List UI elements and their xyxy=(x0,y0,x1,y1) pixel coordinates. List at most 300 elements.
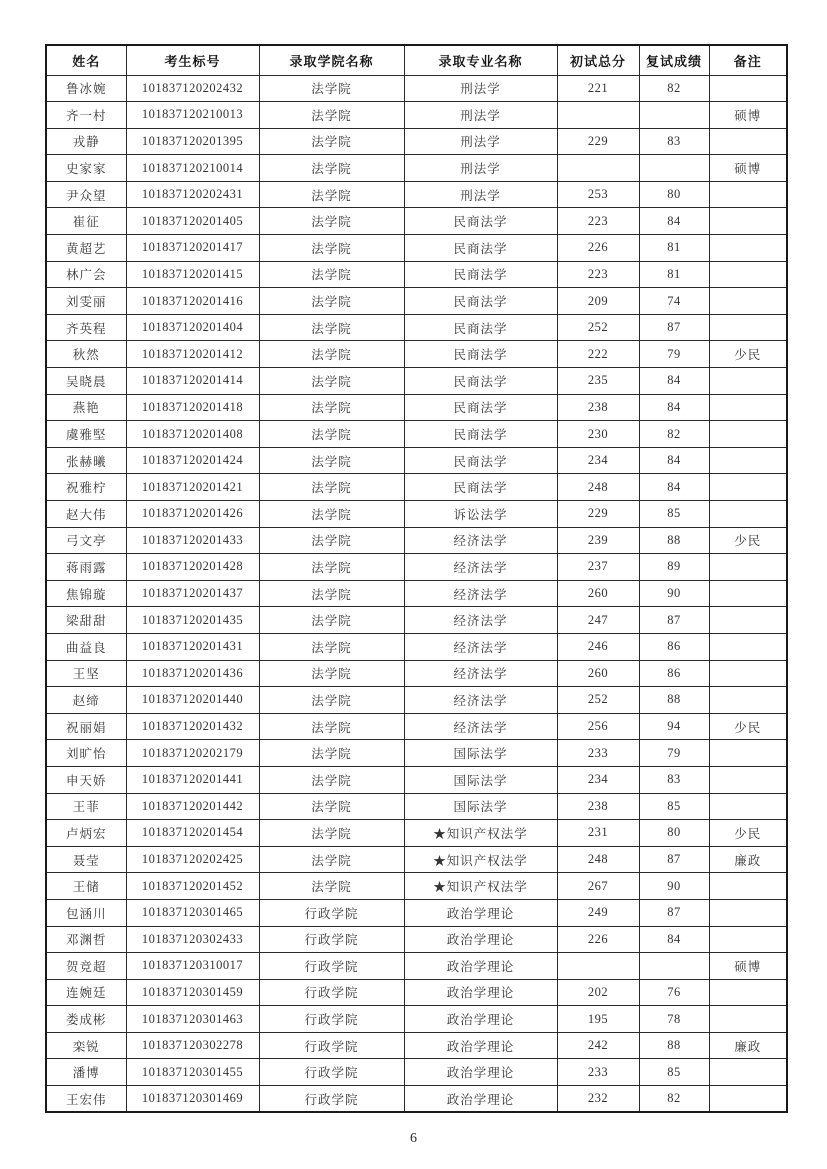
cell-name: 吴晓晨 xyxy=(46,368,126,395)
cell-name: 邓渊哲 xyxy=(46,926,126,953)
table-row xyxy=(46,687,787,714)
cell-major: 政治学理论 xyxy=(404,953,557,980)
cell-name: 史家家 xyxy=(46,155,126,182)
cell-retest-score: 88 xyxy=(639,687,709,714)
cell-major: 民商法学 xyxy=(404,341,557,368)
cell-retest-score: 86 xyxy=(639,633,709,660)
cell-initial-score: 232 xyxy=(557,1086,639,1113)
cell-college: 法学院 xyxy=(259,155,404,182)
cell-college: 法学院 xyxy=(259,474,404,501)
cell-initial-score: 247 xyxy=(557,607,639,634)
cell-major: 经济法学 xyxy=(404,580,557,607)
cell-initial-score: 233 xyxy=(557,1059,639,1086)
table-row xyxy=(46,501,787,528)
cell-initial-score: 238 xyxy=(557,793,639,820)
table-row xyxy=(46,447,787,474)
cell-candidate-id: 101837120301463 xyxy=(126,1006,259,1033)
cell-name: 鲁冰婉 xyxy=(46,75,126,102)
table-row xyxy=(46,1086,787,1113)
cell-retest-score: 85 xyxy=(639,501,709,528)
cell-major: 经济法学 xyxy=(404,554,557,581)
cell-name: 王菲 xyxy=(46,793,126,820)
table-row xyxy=(46,474,787,501)
cell-candidate-id: 101837120201440 xyxy=(126,687,259,714)
cell-retest-score: 87 xyxy=(639,846,709,873)
cell-retest-score: 86 xyxy=(639,660,709,687)
cell-college: 法学院 xyxy=(259,261,404,288)
cell-candidate-id: 101837120301469 xyxy=(126,1086,259,1113)
cell-remark: 硕博 xyxy=(709,953,787,980)
cell-name: 潘博 xyxy=(46,1059,126,1086)
cell-college: 法学院 xyxy=(259,181,404,208)
cell-candidate-id: 101837120202425 xyxy=(126,846,259,873)
cell-candidate-id: 101837120201408 xyxy=(126,421,259,448)
table-row xyxy=(46,394,787,421)
cell-remark xyxy=(709,1086,787,1113)
cell-candidate-id: 101837120201421 xyxy=(126,474,259,501)
cell-college: 法学院 xyxy=(259,687,404,714)
cell-candidate-id: 101837120201437 xyxy=(126,580,259,607)
cell-major: 政治学理论 xyxy=(404,1032,557,1059)
cell-remark xyxy=(709,687,787,714)
cell-name: 王储 xyxy=(46,873,126,900)
cell-retest-score: 87 xyxy=(639,607,709,634)
cell-retest-score xyxy=(639,953,709,980)
cell-name: 赵缔 xyxy=(46,687,126,714)
cell-initial-score xyxy=(557,155,639,182)
cell-major: 经济法学 xyxy=(404,660,557,687)
cell-name: 梁甜甜 xyxy=(46,607,126,634)
table-row xyxy=(46,953,787,980)
cell-initial-score xyxy=(557,953,639,980)
cell-major: 经济法学 xyxy=(404,527,557,554)
cell-retest-score: 84 xyxy=(639,447,709,474)
cell-remark xyxy=(709,447,787,474)
cell-remark xyxy=(709,474,787,501)
cell-major: 民商法学 xyxy=(404,421,557,448)
cell-retest-score: 87 xyxy=(639,899,709,926)
table-row xyxy=(46,899,787,926)
cell-college: 行政学院 xyxy=(259,953,404,980)
cell-name: 虞雅堅 xyxy=(46,421,126,448)
cell-candidate-id: 101837120210014 xyxy=(126,155,259,182)
cell-candidate-id: 101837120201404 xyxy=(126,314,259,341)
cell-college: 法学院 xyxy=(259,128,404,155)
header-name: 姓名 xyxy=(46,45,126,75)
cell-initial-score: 223 xyxy=(557,261,639,288)
cell-remark xyxy=(709,633,787,660)
cell-candidate-id: 101837120310017 xyxy=(126,953,259,980)
cell-name: 戎静 xyxy=(46,128,126,155)
cell-candidate-id: 101837120201452 xyxy=(126,873,259,900)
cell-college: 行政学院 xyxy=(259,1059,404,1086)
table-row xyxy=(46,341,787,368)
cell-name: 蒋雨露 xyxy=(46,554,126,581)
cell-major: 政治学理论 xyxy=(404,1086,557,1113)
cell-retest-score: 90 xyxy=(639,580,709,607)
cell-major: 民商法学 xyxy=(404,314,557,341)
cell-college: 法学院 xyxy=(259,554,404,581)
cell-name: 弓文亭 xyxy=(46,527,126,554)
cell-candidate-id: 101837120201435 xyxy=(126,607,259,634)
cell-major: 刑法学 xyxy=(404,181,557,208)
cell-name: 王宏伟 xyxy=(46,1086,126,1113)
cell-major: 刑法学 xyxy=(404,102,557,129)
cell-initial-score: 229 xyxy=(557,501,639,528)
cell-initial-score: 229 xyxy=(557,128,639,155)
cell-initial-score: 256 xyxy=(557,713,639,740)
cell-initial-score: 195 xyxy=(557,1006,639,1033)
cell-college: 法学院 xyxy=(259,314,404,341)
header-retest-score: 复试成绩 xyxy=(639,45,709,75)
cell-retest-score: 79 xyxy=(639,341,709,368)
cell-name: 齐一村 xyxy=(46,102,126,129)
cell-major: 经济法学 xyxy=(404,687,557,714)
table-row xyxy=(46,580,787,607)
cell-initial-score: 226 xyxy=(557,235,639,262)
table-row xyxy=(46,208,787,235)
cell-major: 经济法学 xyxy=(404,713,557,740)
cell-major: 政治学理论 xyxy=(404,899,557,926)
table-row xyxy=(46,155,787,182)
cell-name: 包涵川 xyxy=(46,899,126,926)
cell-candidate-id: 101837120201416 xyxy=(126,288,259,315)
cell-candidate-id: 101837120201454 xyxy=(126,820,259,847)
cell-college: 法学院 xyxy=(259,580,404,607)
cell-major: 诉讼法学 xyxy=(404,501,557,528)
cell-major: 刑法学 xyxy=(404,75,557,102)
cell-college: 行政学院 xyxy=(259,899,404,926)
cell-college: 行政学院 xyxy=(259,1086,404,1113)
cell-candidate-id: 101837120201414 xyxy=(126,368,259,395)
cell-retest-score: 82 xyxy=(639,421,709,448)
cell-college: 法学院 xyxy=(259,501,404,528)
cell-remark: 少民 xyxy=(709,820,787,847)
cell-candidate-id: 101837120201442 xyxy=(126,793,259,820)
cell-name: 刘雯丽 xyxy=(46,288,126,315)
table-row xyxy=(46,873,787,900)
cell-remark: 少民 xyxy=(709,527,787,554)
table-row xyxy=(46,128,787,155)
cell-major: 国际法学 xyxy=(404,766,557,793)
cell-college: 法学院 xyxy=(259,288,404,315)
cell-candidate-id: 101837120201436 xyxy=(126,660,259,687)
cell-retest-score: 94 xyxy=(639,713,709,740)
cell-remark xyxy=(709,926,787,953)
cell-remark xyxy=(709,261,787,288)
table-row xyxy=(46,1032,787,1059)
cell-college: 行政学院 xyxy=(259,926,404,953)
cell-name: 祝丽娟 xyxy=(46,713,126,740)
header-college: 录取学院名称 xyxy=(259,45,404,75)
cell-initial-score: 246 xyxy=(557,633,639,660)
cell-retest-score: 84 xyxy=(639,394,709,421)
cell-retest-score: 78 xyxy=(639,1006,709,1033)
table-header-row xyxy=(46,45,787,75)
cell-initial-score xyxy=(557,102,639,129)
cell-remark: 少民 xyxy=(709,713,787,740)
cell-remark: 廉政 xyxy=(709,846,787,873)
cell-retest-score: 80 xyxy=(639,181,709,208)
header-major: 录取专业名称 xyxy=(404,45,557,75)
cell-retest-score xyxy=(639,155,709,182)
cell-initial-score: 226 xyxy=(557,926,639,953)
cell-name: 刘旷怡 xyxy=(46,740,126,767)
cell-major: 民商法学 xyxy=(404,447,557,474)
cell-major: 民商法学 xyxy=(404,261,557,288)
cell-candidate-id: 101837120302278 xyxy=(126,1032,259,1059)
table-row xyxy=(46,181,787,208)
cell-initial-score: 222 xyxy=(557,341,639,368)
cell-name: 贺竞超 xyxy=(46,953,126,980)
cell-candidate-id: 101837120201405 xyxy=(126,208,259,235)
admission-results-table xyxy=(45,44,788,1113)
table-row xyxy=(46,368,787,395)
cell-college: 行政学院 xyxy=(259,1006,404,1033)
cell-college: 法学院 xyxy=(259,208,404,235)
cell-college: 行政学院 xyxy=(259,979,404,1006)
header-initial-score: 初试总分 xyxy=(557,45,639,75)
cell-name: 申天娇 xyxy=(46,766,126,793)
cell-candidate-id: 101837120201428 xyxy=(126,554,259,581)
cell-name: 齐英程 xyxy=(46,314,126,341)
table-row xyxy=(46,660,787,687)
cell-remark xyxy=(709,554,787,581)
cell-name: 赵大伟 xyxy=(46,501,126,528)
cell-name: 聂莹 xyxy=(46,846,126,873)
table-row xyxy=(46,314,787,341)
cell-initial-score: 209 xyxy=(557,288,639,315)
cell-candidate-id: 101837120201432 xyxy=(126,713,259,740)
cell-initial-score: 252 xyxy=(557,314,639,341)
cell-name: 秋然 xyxy=(46,341,126,368)
cell-major: 经济法学 xyxy=(404,607,557,634)
cell-remark: 廉政 xyxy=(709,1032,787,1059)
cell-major: 政治学理论 xyxy=(404,1059,557,1086)
cell-name: 黄超艺 xyxy=(46,235,126,262)
cell-initial-score: 267 xyxy=(557,873,639,900)
cell-major: ★知识产权法学 xyxy=(404,820,557,847)
cell-initial-score: 202 xyxy=(557,979,639,1006)
table-row xyxy=(46,713,787,740)
cell-candidate-id: 101837120201415 xyxy=(126,261,259,288)
cell-remark xyxy=(709,873,787,900)
cell-remark xyxy=(709,766,787,793)
cell-initial-score: 221 xyxy=(557,75,639,102)
cell-name: 连婉廷 xyxy=(46,979,126,1006)
cell-candidate-id: 101837120301465 xyxy=(126,899,259,926)
cell-college: 法学院 xyxy=(259,766,404,793)
cell-retest-score: 82 xyxy=(639,1086,709,1113)
cell-remark xyxy=(709,793,787,820)
cell-remark xyxy=(709,607,787,634)
cell-name: 尹众望 xyxy=(46,181,126,208)
cell-college: 法学院 xyxy=(259,633,404,660)
cell-remark xyxy=(709,501,787,528)
cell-initial-score: 260 xyxy=(557,580,639,607)
cell-initial-score: 234 xyxy=(557,447,639,474)
cell-major: 刑法学 xyxy=(404,128,557,155)
cell-retest-score: 84 xyxy=(639,368,709,395)
cell-candidate-id: 101837120202431 xyxy=(126,181,259,208)
cell-college: 法学院 xyxy=(259,394,404,421)
cell-retest-score: 81 xyxy=(639,235,709,262)
table-row xyxy=(46,979,787,1006)
cell-retest-score: 89 xyxy=(639,554,709,581)
cell-candidate-id: 101837120201417 xyxy=(126,235,259,262)
table-row xyxy=(46,1006,787,1033)
page-number: 6 xyxy=(410,1131,417,1146)
cell-initial-score: 248 xyxy=(557,846,639,873)
cell-remark xyxy=(709,1059,787,1086)
cell-name: 燕艳 xyxy=(46,394,126,421)
table-row xyxy=(46,793,787,820)
cell-retest-score: 84 xyxy=(639,474,709,501)
cell-initial-score: 235 xyxy=(557,368,639,395)
cell-retest-score: 85 xyxy=(639,1059,709,1086)
table-row xyxy=(46,235,787,262)
cell-college: 法学院 xyxy=(259,368,404,395)
cell-college: 法学院 xyxy=(259,793,404,820)
cell-initial-score: 252 xyxy=(557,687,639,714)
cell-college: 法学院 xyxy=(259,421,404,448)
table-row xyxy=(46,288,787,315)
cell-candidate-id: 101837120302433 xyxy=(126,926,259,953)
cell-remark xyxy=(709,235,787,262)
cell-college: 法学院 xyxy=(259,235,404,262)
cell-major: 民商法学 xyxy=(404,235,557,262)
cell-candidate-id: 101837120201433 xyxy=(126,527,259,554)
cell-candidate-id: 101837120201424 xyxy=(126,447,259,474)
header-candidate-id: 考生标号 xyxy=(126,45,259,75)
cell-initial-score: 223 xyxy=(557,208,639,235)
table-row xyxy=(46,766,787,793)
cell-major: 刑法学 xyxy=(404,155,557,182)
cell-initial-score: 237 xyxy=(557,554,639,581)
cell-remark xyxy=(709,208,787,235)
cell-retest-score: 83 xyxy=(639,128,709,155)
cell-major: 政治学理论 xyxy=(404,979,557,1006)
table-row xyxy=(46,102,787,129)
cell-major: 民商法学 xyxy=(404,474,557,501)
cell-major: 政治学理论 xyxy=(404,926,557,953)
table-row xyxy=(46,633,787,660)
table-header xyxy=(46,45,787,75)
cell-major: 民商法学 xyxy=(404,368,557,395)
table-row xyxy=(46,261,787,288)
cell-college: 法学院 xyxy=(259,713,404,740)
cell-name: 曲益良 xyxy=(46,633,126,660)
cell-major: 政治学理论 xyxy=(404,1006,557,1033)
cell-retest-score: 85 xyxy=(639,793,709,820)
cell-initial-score: 249 xyxy=(557,899,639,926)
cell-major: 经济法学 xyxy=(404,633,557,660)
cell-initial-score: 230 xyxy=(557,421,639,448)
cell-college: 法学院 xyxy=(259,873,404,900)
cell-remark: 硕博 xyxy=(709,102,787,129)
cell-candidate-id: 101837120202432 xyxy=(126,75,259,102)
cell-remark: 硕博 xyxy=(709,155,787,182)
cell-retest-score xyxy=(639,102,709,129)
cell-college: 法学院 xyxy=(259,447,404,474)
cell-retest-score: 83 xyxy=(639,766,709,793)
cell-candidate-id: 101837120201412 xyxy=(126,341,259,368)
cell-name: 王坚 xyxy=(46,660,126,687)
cell-candidate-id: 101837120201395 xyxy=(126,128,259,155)
cell-college: 法学院 xyxy=(259,740,404,767)
cell-initial-score: 234 xyxy=(557,766,639,793)
cell-remark xyxy=(709,314,787,341)
cell-initial-score: 242 xyxy=(557,1032,639,1059)
cell-remark xyxy=(709,128,787,155)
cell-major: 国际法学 xyxy=(404,793,557,820)
cell-initial-score: 233 xyxy=(557,740,639,767)
cell-candidate-id: 101837120201431 xyxy=(126,633,259,660)
cell-remark xyxy=(709,288,787,315)
table-row xyxy=(46,820,787,847)
cell-name: 崔征 xyxy=(46,208,126,235)
cell-retest-score: 84 xyxy=(639,926,709,953)
table-row xyxy=(46,554,787,581)
table-row xyxy=(46,1059,787,1086)
cell-remark xyxy=(709,75,787,102)
table-row xyxy=(46,846,787,873)
cell-initial-score: 253 xyxy=(557,181,639,208)
cell-initial-score: 239 xyxy=(557,527,639,554)
cell-name: 林广会 xyxy=(46,261,126,288)
cell-retest-score: 90 xyxy=(639,873,709,900)
cell-remark xyxy=(709,740,787,767)
table-row xyxy=(46,740,787,767)
cell-name: 张赫曦 xyxy=(46,447,126,474)
table-row xyxy=(46,607,787,634)
cell-candidate-id: 101837120210013 xyxy=(126,102,259,129)
cell-college: 法学院 xyxy=(259,846,404,873)
table-body xyxy=(46,75,787,1112)
cell-retest-score: 79 xyxy=(639,740,709,767)
cell-name: 栾锐 xyxy=(46,1032,126,1059)
cell-remark: 少民 xyxy=(709,341,787,368)
cell-remark xyxy=(709,899,787,926)
cell-candidate-id: 101837120301459 xyxy=(126,979,259,1006)
cell-college: 法学院 xyxy=(259,75,404,102)
cell-major: 民商法学 xyxy=(404,394,557,421)
header-remark: 备注 xyxy=(709,45,787,75)
cell-remark xyxy=(709,1006,787,1033)
cell-college: 法学院 xyxy=(259,527,404,554)
cell-candidate-id: 101837120201426 xyxy=(126,501,259,528)
cell-retest-score: 84 xyxy=(639,208,709,235)
cell-initial-score: 260 xyxy=(557,660,639,687)
cell-major: ★知识产权法学 xyxy=(404,873,557,900)
cell-college: 法学院 xyxy=(259,607,404,634)
cell-remark xyxy=(709,580,787,607)
cell-initial-score: 248 xyxy=(557,474,639,501)
cell-retest-score: 76 xyxy=(639,979,709,1006)
cell-retest-score: 81 xyxy=(639,261,709,288)
cell-candidate-id: 101837120202179 xyxy=(126,740,259,767)
cell-college: 法学院 xyxy=(259,660,404,687)
table-row xyxy=(46,527,787,554)
cell-candidate-id: 101837120201418 xyxy=(126,394,259,421)
table-row xyxy=(46,75,787,102)
cell-major: ★知识产权法学 xyxy=(404,846,557,873)
cell-retest-score: 88 xyxy=(639,1032,709,1059)
cell-remark xyxy=(709,979,787,1006)
cell-major: 民商法学 xyxy=(404,208,557,235)
cell-college: 法学院 xyxy=(259,102,404,129)
cell-remark xyxy=(709,368,787,395)
